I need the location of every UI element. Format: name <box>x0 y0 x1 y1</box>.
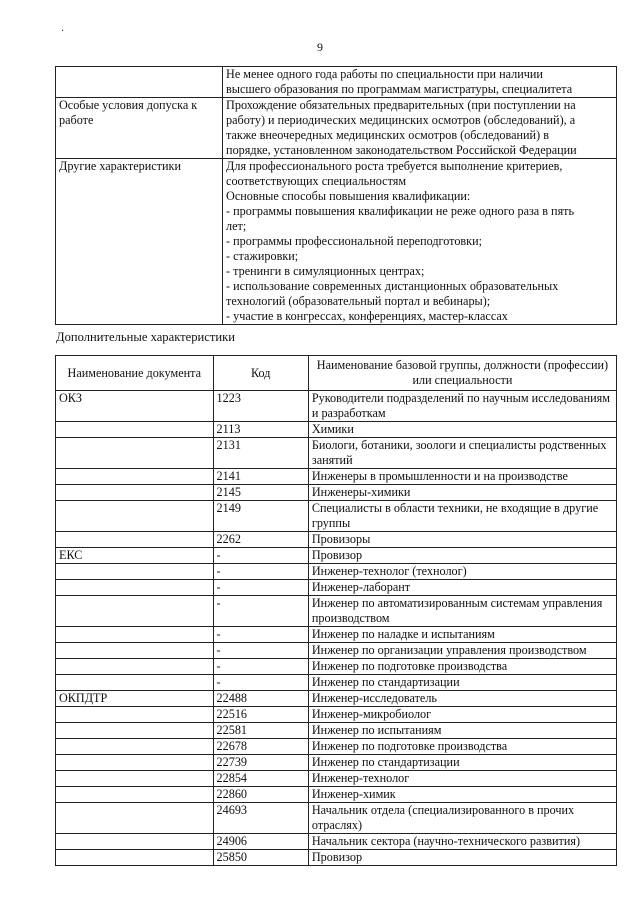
table-row <box>56 771 617 787</box>
table-row <box>56 580 617 596</box>
content-line: технологий (образовательный портал и вебинары); <box>226 294 491 308</box>
code-cell: 22860 <box>213 787 308 803</box>
document-cell <box>56 422 214 438</box>
document-cell <box>56 627 214 643</box>
code-cell: 22854 <box>213 771 308 787</box>
table-row <box>56 501 617 532</box>
name-cell: Инженер-технолог <box>308 771 616 787</box>
code-cell: 2145 <box>213 485 308 501</box>
content-line: - стажировки; <box>226 249 299 263</box>
table-row <box>56 787 617 803</box>
code-cell: - <box>213 627 308 643</box>
document-cell <box>56 501 214 532</box>
name-cell: Инженер по подготовке производства <box>308 659 616 675</box>
content-line: Прохождение обязательных предварительных (при поступлении на <box>226 98 576 112</box>
code-cell: 22581 <box>213 723 308 739</box>
name-cell: Руководители подразделений по научным исследованиям и разработкам <box>308 391 616 422</box>
table-row <box>56 548 617 564</box>
code-cell: 22739 <box>213 755 308 771</box>
header-name: Наименование базовой группы, должности (профессии) или специальности <box>308 356 616 391</box>
name-cell: Инженеры-химики <box>308 485 616 501</box>
corner-mark: · <box>61 26 65 37</box>
table-row <box>56 803 617 834</box>
document-cell <box>56 675 214 691</box>
document-cell <box>56 532 214 548</box>
content-line: соответствующих специальностям <box>226 174 407 188</box>
code-cell: 25850 <box>213 850 308 866</box>
name-cell: Биологи, ботаники, зоологи и специалисты родственных занятий <box>308 438 616 469</box>
table-row <box>56 643 617 659</box>
table-row <box>56 834 617 850</box>
content-line: работу) и периодических медицинских осмотров (обследований), а <box>226 113 576 127</box>
table-row <box>56 422 617 438</box>
requirements-table <box>55 66 617 325</box>
document-cell <box>56 580 214 596</box>
table-row <box>56 438 617 469</box>
document-cell <box>56 787 214 803</box>
content-line: Не менее одного года работы по специальности при наличии <box>226 67 543 81</box>
table-row <box>56 391 617 422</box>
content-line: - тренинги в симуляционных центрах; <box>226 264 425 278</box>
table-row <box>56 596 617 627</box>
table-row <box>56 469 617 485</box>
code-cell: 2113 <box>213 422 308 438</box>
code-cell: 24906 <box>213 834 308 850</box>
table-row <box>56 707 617 723</box>
name-cell: Химики <box>308 422 616 438</box>
name-cell: Инженер-химик <box>308 787 616 803</box>
document-cell <box>56 723 214 739</box>
content-line: - программы профессиональной переподготовки; <box>226 234 483 248</box>
code-cell: 24693 <box>213 803 308 834</box>
document-cell <box>56 564 214 580</box>
table-row <box>56 659 617 675</box>
table-row <box>56 850 617 866</box>
document-cell <box>56 707 214 723</box>
code-cell: 22488 <box>213 691 308 707</box>
document-cell <box>56 485 214 501</box>
table-row <box>56 739 617 755</box>
code-cell: - <box>213 564 308 580</box>
table-row <box>56 485 617 501</box>
name-cell: Инженеры в промышленности и на производстве <box>308 469 616 485</box>
name-cell: Инженер по подготовке производства <box>308 739 616 755</box>
header-code: Код <box>213 356 308 391</box>
code-cell: 2131 <box>213 438 308 469</box>
code-cell: - <box>213 596 308 627</box>
name-cell: Инженер-исследователь <box>308 691 616 707</box>
row-label <box>56 67 223 98</box>
code-cell: - <box>213 643 308 659</box>
document-cell <box>56 771 214 787</box>
code-cell: 1223 <box>213 391 308 422</box>
document-cell: ОКПДТР <box>56 691 214 707</box>
document-cell <box>56 469 214 485</box>
document-cell: ОКЗ <box>56 391 214 422</box>
document-cell <box>56 834 214 850</box>
table-row <box>56 755 617 771</box>
name-cell: Инженер по испытаниям <box>308 723 616 739</box>
name-cell: Специалисты в области техники, не входящие в другие группы <box>308 501 616 532</box>
code-cell: 22516 <box>213 707 308 723</box>
name-cell: Провизор <box>308 548 616 564</box>
content-line: - использование современных дистанционных образовательных <box>226 279 559 293</box>
document-cell <box>56 850 214 866</box>
table-header-row <box>56 356 617 391</box>
document-cell <box>56 596 214 627</box>
code-cell: - <box>213 548 308 564</box>
code-cell: 2262 <box>213 532 308 548</box>
content-line: - программы повышения квалификации не реже одного раза в пять <box>226 204 575 218</box>
name-cell: Инженер по организации управления производством <box>308 643 616 659</box>
table-row <box>56 532 617 548</box>
table-row <box>56 723 617 739</box>
document-cell <box>56 803 214 834</box>
row-content <box>223 67 617 98</box>
content-line: Основные способы повышения квалификации: <box>226 189 471 203</box>
row-label: Особые условия допуска к работе <box>56 98 223 159</box>
section-title: Дополнительные характеристики <box>56 330 235 344</box>
additional-characteristics-table <box>55 355 617 866</box>
row-label: Другие характеристики <box>56 159 223 325</box>
name-cell: Инженер-микробиолог <box>308 707 616 723</box>
content-line: также внеочередных медицинских осмотров (обследований) в <box>226 128 549 142</box>
code-cell: 22678 <box>213 739 308 755</box>
table-row <box>56 159 617 325</box>
document-cell <box>56 659 214 675</box>
row-content <box>223 98 617 159</box>
name-cell: Провизоры <box>308 532 616 548</box>
name-cell: Начальник сектора (научно-технического развития) <box>308 834 616 850</box>
name-cell: Начальник отдела (специализированного в прочих отраслях) <box>308 803 616 834</box>
document-cell: ЕКС <box>56 548 214 564</box>
table-row <box>56 67 617 98</box>
table-row <box>56 627 617 643</box>
code-cell: 2141 <box>213 469 308 485</box>
name-cell: Провизор <box>308 850 616 866</box>
name-cell: Инженер-технолог (технолог) <box>308 564 616 580</box>
name-cell: Инженер по наладке и испытаниям <box>308 627 616 643</box>
table-row <box>56 98 617 159</box>
table-row <box>56 675 617 691</box>
table-row <box>56 564 617 580</box>
document-cell <box>56 739 214 755</box>
code-cell: 2149 <box>213 501 308 532</box>
document-cell <box>56 755 214 771</box>
content-line: высшего образования по программам магистратуры, специалитета <box>226 82 573 96</box>
content-line: Для профессионального роста требуется выполнение критериев, <box>226 159 563 173</box>
code-cell: - <box>213 659 308 675</box>
content-line: лет; <box>226 219 247 233</box>
document-cell <box>56 643 214 659</box>
name-cell: Инженер-лаборант <box>308 580 616 596</box>
code-cell: - <box>213 580 308 596</box>
name-cell: Инженер по стандартизации <box>308 755 616 771</box>
code-cell: - <box>213 675 308 691</box>
row-content <box>223 159 617 325</box>
content-line: - участие в конгрессах, конференциях, мастер-классах <box>226 309 508 323</box>
name-cell: Инженер по автоматизированным системам управления производством <box>308 596 616 627</box>
page-number: 9 <box>317 40 323 54</box>
header-document: Наименование документа <box>56 356 214 391</box>
document-cell <box>56 438 214 469</box>
table-row <box>56 691 617 707</box>
content-line: порядке, установленном законодательством Российской Федерации <box>226 143 577 157</box>
name-cell: Инженер по стандартизации <box>308 675 616 691</box>
